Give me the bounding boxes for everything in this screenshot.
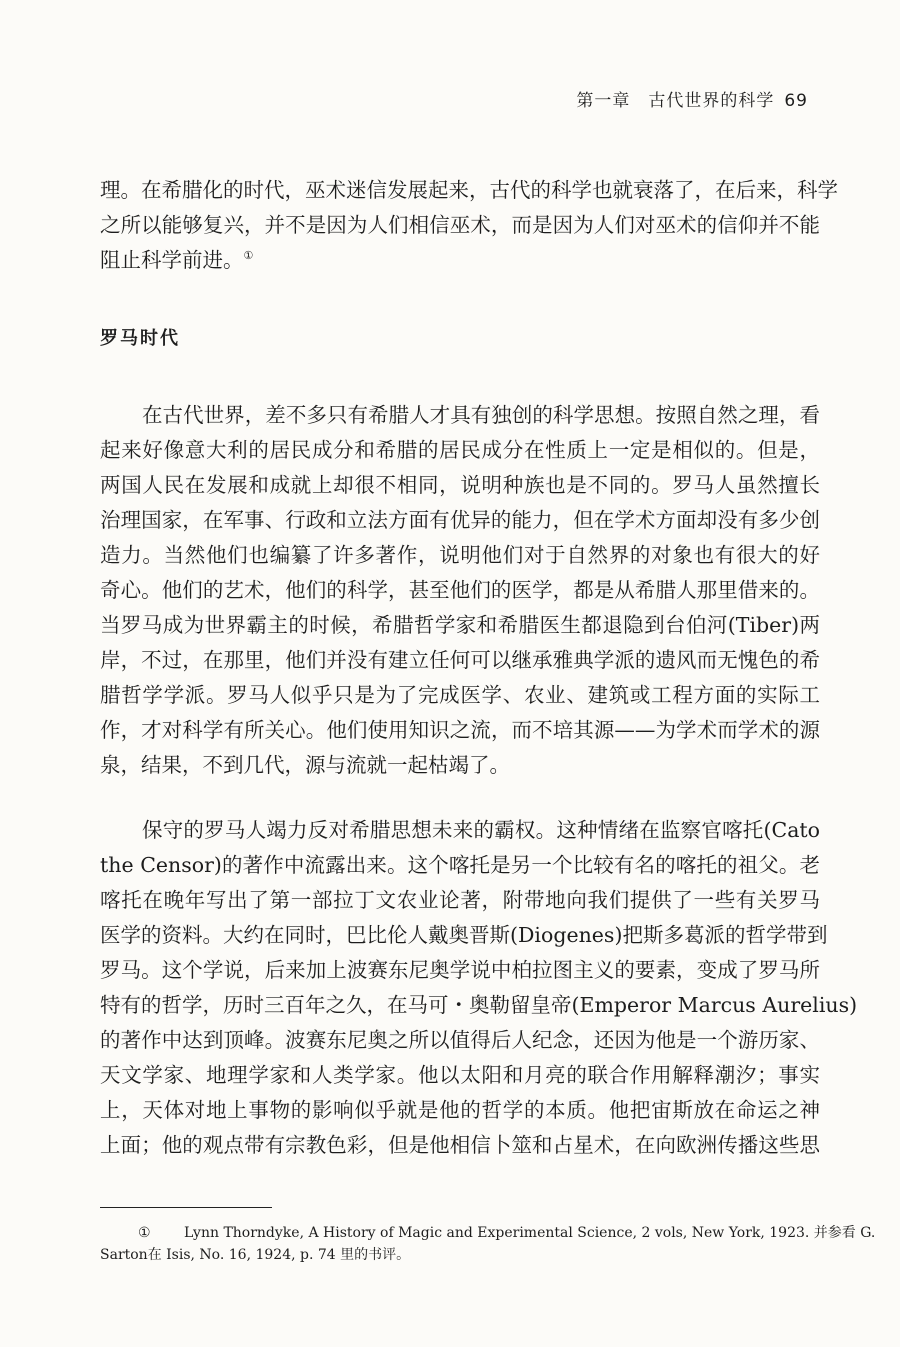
text-line: 腊哲学学派。罗马人似乎只是为了完成医学、农业、建筑或工程方面的实际工 — [100, 683, 820, 707]
text-line: 泉，结果，不到几代，源与流就一起枯竭了。 — [100, 753, 510, 777]
text-line: 的著作中达到顶峰。波赛东尼奥之所以值得后人纪念，还因为他是一个游历家、 — [100, 1028, 820, 1052]
text-line: 理。在希腊化的时代，巫术迷信发展起来，古代的科学也就衰落了，在后来，科学 — [100, 178, 838, 202]
paragraph-2 — [100, 813, 858, 1163]
text-line: 医学的资料。大约在同时，巴比伦人戴奥晋斯(Diogenes)把斯多葛派的哲学带到 — [100, 923, 828, 947]
footnote-text: Lynn Thorndyke, A History of Magic and Experimental Science, 2 vols, New York, 1923. 并参看 G. — [184, 1225, 876, 1241]
text-line — [100, 243, 820, 278]
footnote-line: Sarton在 Isis, No. 16, 1924, p. 74 里的书评。 — [100, 1247, 411, 1263]
text-line: 天文学家、地理学家和人类学家。他以太阳和月亮的联合作用解释潮汐；事实 — [100, 1063, 820, 1087]
text-line: 在古代世界，差不多只有希腊人才具有独创的科学思想。按照自然之理，看 — [142, 403, 820, 427]
text-line: 当罗马成为世界霸主的时候，希腊哲学家和希腊医生都退隐到台伯河(Tiber)两 — [100, 613, 820, 637]
text-line: 作，才对科学有所关心。他们使用知识之流，而不培其源——为学术而学术的源 — [100, 718, 820, 742]
chapter-label: 第一章 — [576, 91, 631, 111]
text-line: 特有的哲学，历时三百年之久，在马可・奥勒留皇帝(Emperor Marcus Aurelius) — [100, 993, 858, 1017]
text-line: 奇心。他们的艺术，他们的科学，甚至他们的医学，都是从希腊人那里借来的。 — [100, 578, 820, 602]
footnote-reference: ① — [243, 249, 254, 263]
footnote — [100, 1222, 876, 1266]
text-line: 上，天体对地上事物的影响似乎就是他的哲学的本质。他把宙斯放在命运之神 — [100, 1098, 820, 1122]
text-line: 之所以能够复兴，并不是因为人们相信巫术，而是因为人们对巫术的信仰并不能 — [100, 213, 820, 237]
text-line: 造力。当然他们也编纂了许多著作，说明他们对于自然界的对象也有很大的好 — [100, 543, 820, 567]
footnote-mark: ① — [138, 1225, 151, 1241]
footnote-line — [100, 1222, 876, 1244]
text-line: 罗马。这个学说，后来加上波赛东尼奥学说中柏拉图主义的要素，变成了罗马所 — [100, 958, 820, 982]
footnote-divider — [100, 1207, 272, 1208]
paragraph-1 — [100, 398, 820, 783]
page-number: 69 — [784, 91, 808, 111]
text-line-content: 阻止科学前进。 — [100, 248, 244, 272]
text-line: 喀托在晚年写出了第一部拉丁文农业论著，附带地向我们提供了一些有关罗马 — [100, 888, 820, 912]
chapter-title: 古代世界的科学 — [648, 91, 775, 111]
text-line: 岸，不过，在那里，他们并没有建立任何可以继承雅典学派的遗风而无愧色的希 — [100, 648, 820, 672]
continuation-paragraph — [100, 173, 838, 278]
text-line: 保守的罗马人竭力反对希腊思想未来的霸权。这种情绪在监察官喀托(Cato — [142, 818, 820, 842]
text-line: 起来好像意大利的居民成分和希腊的居民成分在性质上一定是相似的。但是， — [100, 438, 820, 462]
running-header — [576, 86, 808, 111]
text-line: 上面；他的观点带有宗教色彩，但是他相信卜筮和占星术，在向欧洲传播这些思 — [100, 1133, 820, 1157]
text-line: the Censor)的著作中流露出来。这个喀托是另一个比较有名的喀托的祖父。老 — [100, 853, 820, 877]
section-title: 罗马时代 — [100, 328, 180, 349]
text-line: 两国人民在发展和成就上却很不相同，说明种族也是不同的。罗马人虽然擅长 — [100, 473, 820, 497]
text-line: 治理国家，在军事、行政和立法方面有优异的能力，但在学术方面却没有多少创 — [100, 508, 820, 532]
